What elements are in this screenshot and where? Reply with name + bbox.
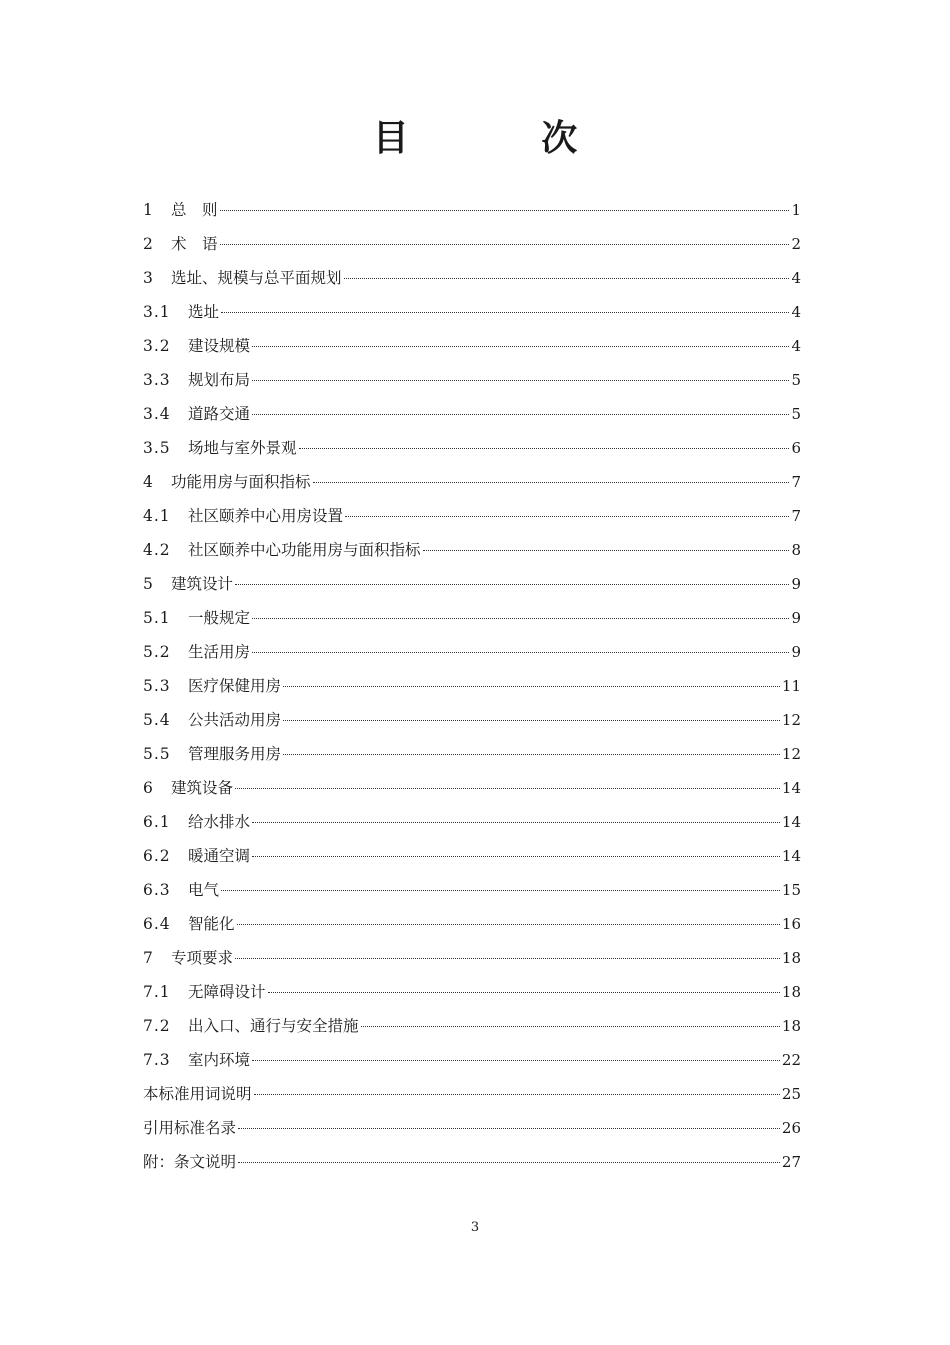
toc-entry-title: 电气 <box>188 881 220 899</box>
dot-leader <box>423 550 790 551</box>
toc-entry-title: 暖通空调 <box>188 847 251 865</box>
toc-entry-title: 场地与室外景观 <box>188 439 297 457</box>
toc-entry[interactable] <box>143 774 801 808</box>
toc-entry-page: 12 <box>781 745 801 763</box>
toc-entry-title: 本标准用词说明 <box>143 1085 252 1103</box>
toc-entry-title: 医疗保健用房 <box>188 677 282 695</box>
toc-entry-page: 14 <box>781 813 801 831</box>
toc-entry-page: 4 <box>791 337 801 355</box>
toc-entry[interactable] <box>143 1148 801 1182</box>
dot-leader <box>252 1060 780 1061</box>
dot-leader <box>252 618 789 619</box>
toc-entry-number: 6 <box>143 779 154 797</box>
toc-entry[interactable] <box>143 468 801 502</box>
toc-entry-number: 5.2 <box>143 643 171 661</box>
dot-leader <box>361 1026 780 1027</box>
dot-leader <box>235 584 789 585</box>
toc-entry-number: 7.3 <box>143 1051 171 1069</box>
dot-leader <box>313 482 790 483</box>
toc-entry-number: 2 <box>143 235 154 253</box>
dot-leader <box>238 1128 780 1129</box>
toc-entry-page: 18 <box>781 983 801 1001</box>
toc-entry-title: 建设规模 <box>188 337 251 355</box>
toc-entry-title: 生活用房 <box>188 643 251 661</box>
toc-entry-page: 14 <box>781 847 801 865</box>
toc-entry-page: 1 <box>791 201 801 219</box>
toc-entry-page: 15 <box>781 881 801 899</box>
toc-entry[interactable] <box>143 978 801 1012</box>
toc-entry-page: 18 <box>781 949 801 967</box>
toc-entry-number: 3.1 <box>143 303 171 321</box>
toc-entry-number: 4.1 <box>143 507 171 525</box>
dot-leader <box>254 1094 780 1095</box>
dot-leader <box>220 244 790 245</box>
toc-entry[interactable] <box>143 910 801 944</box>
toc-entry-number: 6.3 <box>143 881 171 899</box>
toc-entry[interactable] <box>143 740 801 774</box>
toc-entry-number: 7.2 <box>143 1017 171 1035</box>
toc-entry-title: 社区颐养中心用房设置 <box>188 507 344 525</box>
dot-leader <box>252 856 780 857</box>
toc-entry[interactable] <box>143 842 801 876</box>
toc-entry[interactable] <box>143 1012 801 1046</box>
toc-entry[interactable] <box>143 366 801 400</box>
toc-entry[interactable] <box>143 1080 801 1114</box>
dot-leader <box>299 448 790 449</box>
dot-leader <box>345 516 789 517</box>
toc-entry-number: 5.4 <box>143 711 171 729</box>
toc-entry-number: 7.1 <box>143 983 171 1001</box>
toc-entry-title: 管理服务用房 <box>188 745 282 763</box>
toc-entry-page: 5 <box>791 371 801 389</box>
toc-entry-page: 12 <box>781 711 801 729</box>
dot-leader <box>283 754 780 755</box>
page-title: 目 次 <box>372 117 638 159</box>
toc-entry-title: 道路交通 <box>188 405 251 423</box>
toc-entry-number: 3 <box>143 269 154 287</box>
toc-entry-title: 社区颐养中心功能用房与面积指标 <box>188 541 421 559</box>
dot-leader <box>237 924 780 925</box>
dot-leader <box>344 278 790 279</box>
toc-entry[interactable] <box>143 876 801 910</box>
dot-leader <box>283 720 780 721</box>
dot-leader <box>220 210 790 211</box>
toc-entry-number: 3.5 <box>143 439 171 457</box>
toc-entry-number: 4.2 <box>143 541 171 559</box>
toc-entry-page: 4 <box>791 269 801 287</box>
toc-entry-number: 6.2 <box>143 847 171 865</box>
table-of-contents <box>143 196 801 1182</box>
toc-entry-page: 4 <box>791 303 801 321</box>
toc-entry[interactable] <box>143 196 801 230</box>
toc-entry-page: 5 <box>791 405 801 423</box>
toc-entry-number: 6.4 <box>143 915 171 933</box>
dot-leader <box>268 992 780 993</box>
toc-entry-page: 25 <box>781 1085 801 1103</box>
toc-entry-number: 1 <box>143 201 154 219</box>
toc-entry-title: 选址 <box>188 303 220 321</box>
toc-entry-title: 引用标准名录 <box>143 1119 237 1137</box>
toc-entry[interactable] <box>143 502 801 536</box>
toc-entry-page: 26 <box>781 1119 801 1137</box>
toc-entry[interactable] <box>143 298 801 332</box>
dot-leader <box>252 822 780 823</box>
toc-entry-title: 一般规定 <box>188 609 251 627</box>
dot-leader <box>252 346 789 347</box>
toc-entry-number: 3.4 <box>143 405 171 423</box>
toc-entry-number: 3.2 <box>143 337 171 355</box>
page-number: 3 <box>470 1220 480 1235</box>
toc-entry-title: 总 则 <box>171 201 218 219</box>
toc-entry[interactable] <box>143 808 801 842</box>
toc-entry-page: 18 <box>781 1017 801 1035</box>
toc-entry[interactable] <box>143 1114 801 1148</box>
toc-entry-title: 建筑设计 <box>171 575 234 593</box>
toc-entry-page: 2 <box>791 235 801 253</box>
dot-leader <box>283 686 780 687</box>
dot-leader <box>238 1162 780 1163</box>
toc-entry[interactable] <box>143 264 801 298</box>
toc-entry[interactable] <box>143 706 801 740</box>
toc-entry-title: 功能用房与面积指标 <box>171 473 311 491</box>
toc-entry-title: 术 语 <box>171 235 218 253</box>
dot-leader <box>221 312 789 313</box>
dot-leader <box>252 652 789 653</box>
toc-entry-title: 规划布局 <box>188 371 251 389</box>
toc-entry-title: 公共活动用房 <box>188 711 282 729</box>
toc-entry-title: 室内环境 <box>188 1051 251 1069</box>
dot-leader <box>252 380 789 381</box>
toc-entry-page: 27 <box>781 1153 801 1171</box>
toc-entry[interactable] <box>143 400 801 434</box>
toc-entry-title: 无障碍设计 <box>188 983 266 1001</box>
toc-entry[interactable] <box>143 638 801 672</box>
toc-entry-page: 6 <box>791 439 801 457</box>
toc-entry[interactable] <box>143 332 801 366</box>
toc-entry-page: 9 <box>791 609 801 627</box>
toc-entry-title: 附：条文说明 <box>143 1153 237 1171</box>
dot-leader <box>252 414 789 415</box>
toc-entry-number: 5.3 <box>143 677 171 695</box>
toc-entry-title: 出入口、通行与安全措施 <box>188 1017 359 1035</box>
toc-entry-number: 4 <box>143 473 154 491</box>
toc-entry[interactable] <box>143 672 801 706</box>
dot-leader <box>221 890 780 891</box>
toc-entry[interactable] <box>143 1046 801 1080</box>
toc-entry-number: 6.1 <box>143 813 171 831</box>
toc-entry-number: 5.1 <box>143 609 171 627</box>
toc-entry-title: 专项要求 <box>171 949 234 967</box>
toc-entry-page: 16 <box>781 915 801 933</box>
toc-entry[interactable] <box>143 536 801 570</box>
toc-entry-page: 22 <box>781 1051 801 1069</box>
dot-leader <box>235 788 780 789</box>
toc-entry[interactable] <box>143 434 801 468</box>
toc-entry-number: 3.3 <box>143 371 171 389</box>
toc-entry-number: 5 <box>143 575 154 593</box>
toc-entry-number: 7 <box>143 949 154 967</box>
toc-entry-page: 11 <box>781 677 801 695</box>
toc-entry-page: 14 <box>781 779 801 797</box>
toc-entry-title: 智能化 <box>188 915 235 933</box>
toc-entry[interactable] <box>143 230 801 264</box>
toc-entry-title: 给水排水 <box>188 813 251 831</box>
toc-entry-title: 建筑设备 <box>171 779 234 797</box>
toc-entry-title: 选址、规模与总平面规划 <box>171 269 342 287</box>
toc-entry-page: 8 <box>791 541 801 559</box>
toc-entry-page: 9 <box>791 643 801 661</box>
toc-entry[interactable] <box>143 604 801 638</box>
toc-entry[interactable] <box>143 570 801 604</box>
dot-leader <box>235 958 780 959</box>
toc-entry-page: 9 <box>791 575 801 593</box>
toc-entry-page: 7 <box>791 473 801 491</box>
toc-entry-page: 7 <box>791 507 801 525</box>
toc-entry-number: 5.5 <box>143 745 171 763</box>
toc-entry[interactable] <box>143 944 801 978</box>
